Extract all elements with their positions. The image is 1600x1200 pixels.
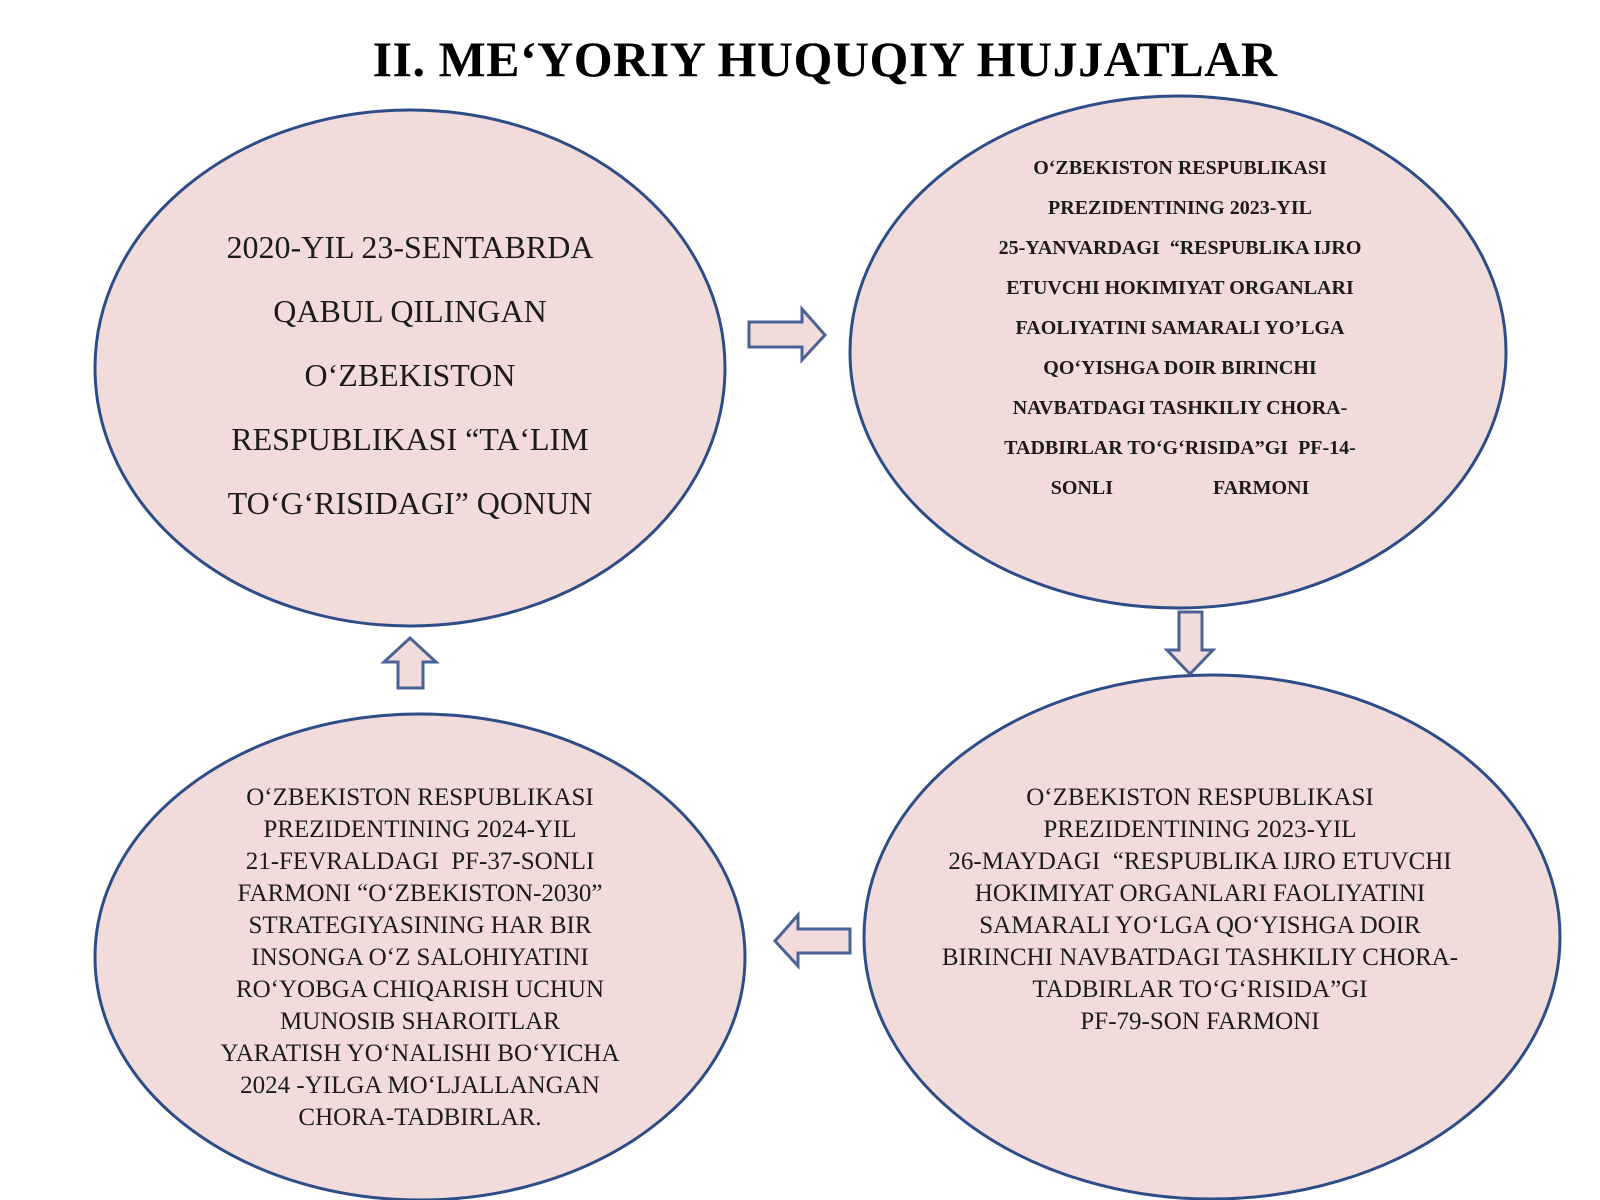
node-line: NAVBATDAGI TASHKILIY CHORA- — [1012, 397, 1348, 419]
arrow-up — [384, 638, 436, 688]
node-line: TADBIRLAR TO‘G‘RISIDA”GI — [1032, 976, 1368, 1003]
node-text-law-2020 — [150, 215, 670, 535]
node-line: 25-YANVARDAGI “RESPUBLIKA IJRO — [998, 237, 1362, 259]
node-line: SAMARALI YO‘LGA QO‘YISHGA DOIR — [979, 912, 1421, 939]
node-line: PF-79-SON FARMONI — [1080, 1008, 1320, 1035]
node-line: BIRINCHI NAVBATDAGI TASHKILIY CHORA- — [941, 944, 1459, 971]
node-line: STRATEGIYASINING HAR BIR — [248, 912, 592, 939]
node-line: RESPUBLIKASI “TA‘LIM — [231, 421, 589, 457]
node-line: O‘ZBEKISTON — [304, 357, 516, 393]
node-line: QABUL QILINGAN — [273, 293, 547, 329]
node-line: PREZIDENTINING 2024-YIL — [263, 816, 577, 843]
node-line: O‘ZBEKISTON RESPUBLIKASI — [1026, 784, 1374, 811]
node-line: 21-FEVRALDAGI PF-37-SONLI — [245, 848, 595, 875]
node-line: MUNOSIB SHAROITLAR — [280, 1008, 560, 1035]
node-line: QO‘YISHGA DOIR BIRINCHI — [1043, 357, 1317, 379]
node-line: FARMONI “O‘ZBEKISTON-2030” — [237, 880, 603, 907]
node-line: SONLI FARMONI — [1050, 477, 1310, 499]
page-title: II. ME‘YORIY HUQUQIY HUJJATLAR — [372, 31, 1278, 87]
node-line: YARATISH YO‘NALISHI BO‘YICHA — [220, 1040, 620, 1067]
node-line: 2024 -YILGA MO‘LJALLANGAN — [240, 1072, 600, 1099]
arrow-left — [775, 915, 850, 966]
node-line: RO‘YOBGA CHIQARISH UCHUN — [235, 976, 605, 1003]
node-line: PREZIDENTINING 2023-YIL — [1048, 197, 1312, 219]
node-text-decree-pf-14 — [920, 148, 1440, 508]
node-text-decree-pf-37 — [160, 778, 680, 1138]
arrow-down — [1167, 612, 1213, 674]
node-line: CHORA-TADBIRLAR. — [298, 1104, 542, 1131]
node-line: TO‘G‘RISIDAGI” QONUN — [227, 485, 593, 521]
node-line: O‘ZBEKISTON RESPUBLIKASI — [1033, 157, 1327, 179]
node-line: FAOLIYATINI SAMARALI YO’LGA — [1015, 317, 1345, 339]
node-line: ETUVCHI HOKIMIYAT ORGANLARI — [1006, 277, 1354, 299]
node-line: 2020-YIL 23-SENTABRDA — [226, 229, 594, 265]
node-line: INSONGA O‘Z SALOHIYATINI — [251, 944, 589, 971]
node-line: TADBIRLAR TO‘G‘RISIDA”GI PF-14- — [1004, 437, 1356, 459]
arrow-right — [749, 309, 825, 360]
node-line: 26-MAYDAGI “RESPUBLIKA IJRO ETUVCHI — [948, 848, 1452, 875]
node-line: HOKIMIYAT ORGANLARI FAOLIYATINI — [974, 880, 1426, 907]
node-line: PREZIDENTINING 2023-YIL — [1043, 816, 1357, 843]
node-text-decree-pf-79 — [900, 780, 1500, 1040]
node-line: O‘ZBEKISTON RESPUBLIKASI — [246, 784, 594, 811]
